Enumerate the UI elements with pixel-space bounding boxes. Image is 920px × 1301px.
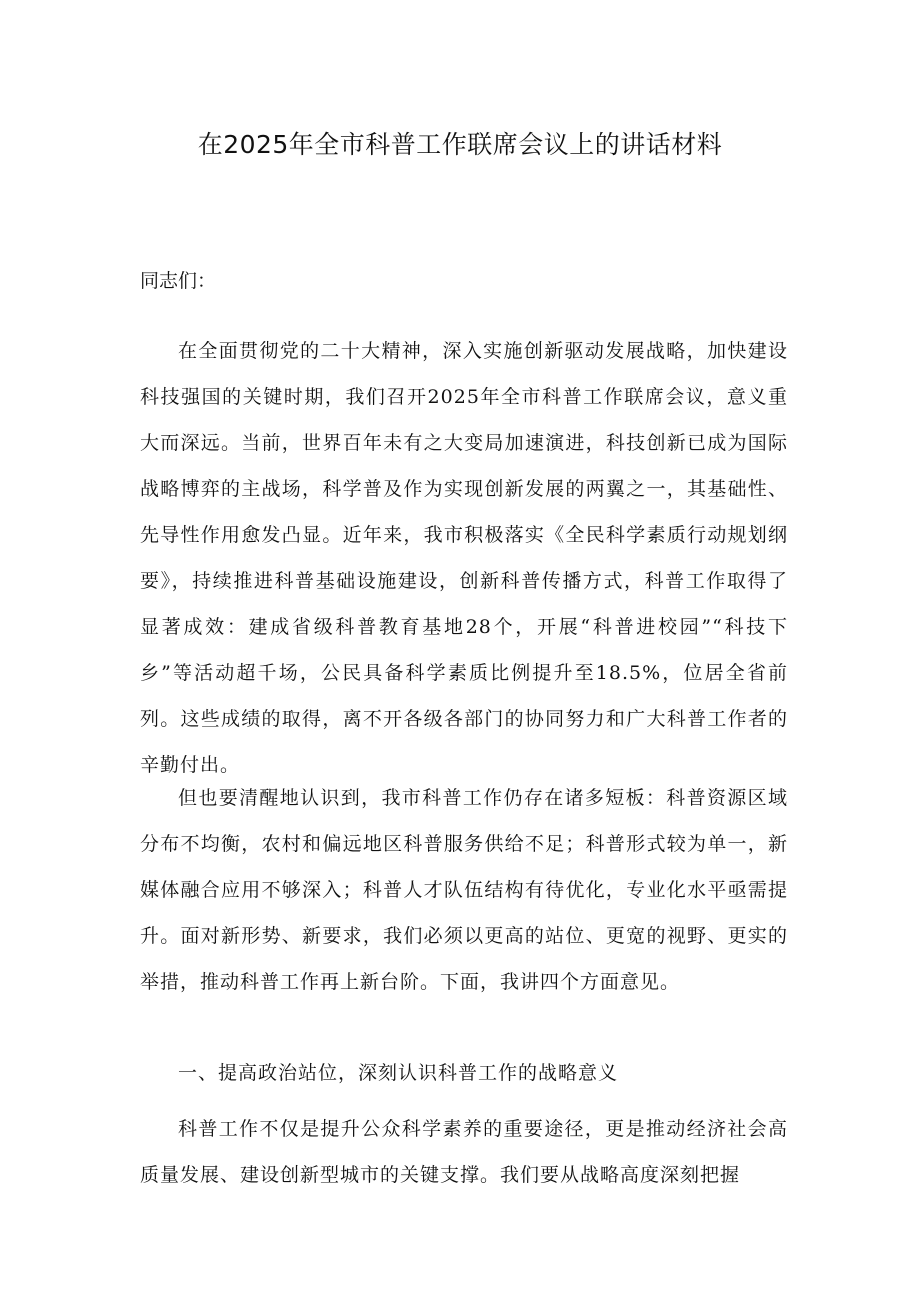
document-title: 在2025年全市科普工作联席会议上的讲话材料	[197, 130, 723, 159]
paragraph-1: 在全面贯彻党的二十大精神，深入实施创新驱动发展战略，加快建设科技强国的关键时期，我们召开2025年全市科普工作联席会议，意义重大而深远。当前，世界百年未有之大变局加速演进，科技创新已成为国际战略博弈的主战场，科学普及作为实现创新发展的两翼之一，其基础性、先导性作用愈发凸显。近年来，我市积极落实《全民科学素质行动规划纲要》，持续推进科普基础设施建设，创新科普传播方式，科普工作取得了显著成效：建成省级科普教育基地28个，开展“科普进校园”“科技下乡”等活动超千场，公民具备科学素质比例提升至18.5%，位居全省前列。这些成绩的取得，离不开各级各部门的协同努力和广大科普工作者的辛勤付出。	[140, 340, 788, 776]
paragraph-2: 但也要清醒地认识到，我市科普工作仍存在诸多短板：科普资源区域分布不均衡，农村和偏远地区科普服务供给不足；科普形式较为单一，新媒体融合应用不够深入；科普人才队伍结构有待优化，专业化水平亟需提升。面对新形势、新要求，我们必须以更高的站位、更宽的视野、更实的举措，推动科普工作再上新台阶。下面，我讲四个方面意见。	[140, 787, 788, 993]
salutation: 同志们：	[140, 270, 217, 292]
section-heading-1: 一、提高政治站位，深刻认识科普工作的战略意义	[178, 1062, 619, 1084]
section-paragraph-1: 科普工作不仅是提升公众科学素养的重要途径，更是推动经济社会高质量发展、建设创新型城市的关键支撑。我们要从战略高度深刻把握	[140, 1118, 788, 1186]
